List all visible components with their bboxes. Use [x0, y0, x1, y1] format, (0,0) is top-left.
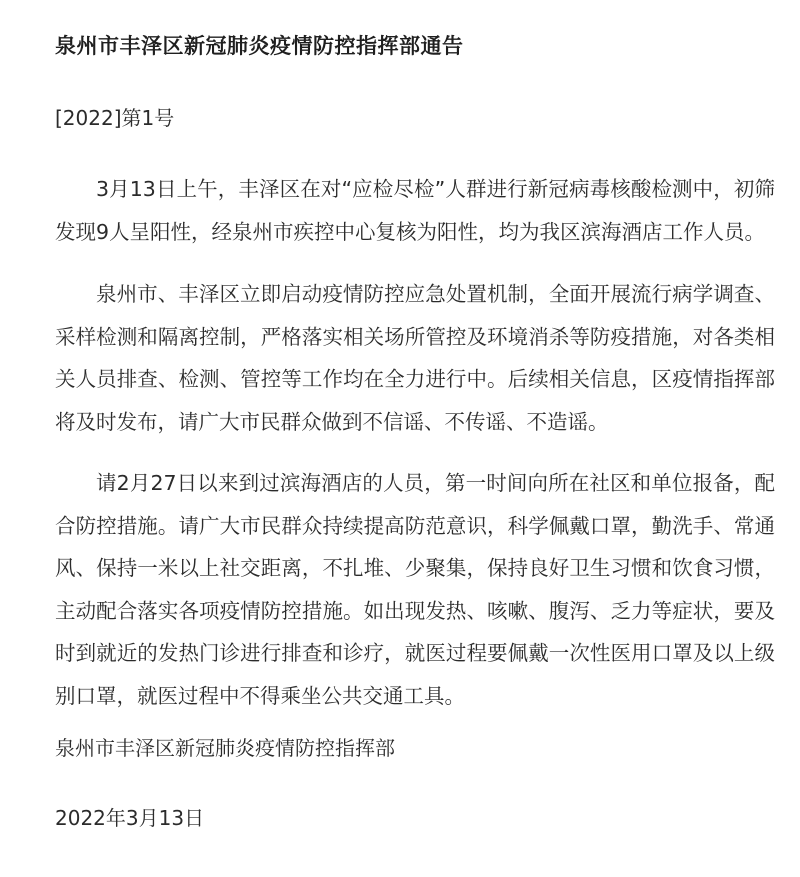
- paragraph-public-guidance: 请2月27日以来到过滨海酒店的人员，第一时间向所在社区和单位报备，配合防控措施。请广大市民群众持续提高防范意识，科学佩戴口罩，勤洗手、常通风、保持一米以上社交距离，不扎堆、少聚集，保持良好卫生习惯和饮食习惯，主动配合落实各项疫情防控措施。如出现发热、咳嗽、腹泻、乏力等症状，要及时到就近的发热门诊进行排查和诊疗，就医过程要佩戴一次性医用口罩及以上级别口罩，就医过程中不得乘坐公共交通工具。: [55, 471, 775, 708]
- issue-date: 2022年3月13日: [55, 806, 205, 830]
- paragraph-emergency-response: 泉州市、丰泽区立即启动疫情防控应急处置机制，全面开展流行病学调查、采样检测和隔离控制，严格落实相关场所管控及环境消杀等防疫措施，对各类相关人员排查、检测、管控等工作均在全力进行中。后续相关信息，区疫情指挥部将及时发布，请广大市民群众做到不信谣、不传谣、不造谣。: [55, 282, 775, 434]
- issuing-authority-signature: 泉州市丰泽区新冠肺炎疫情防控指挥部: [55, 736, 395, 760]
- document-number: [2022]第1号: [55, 106, 175, 130]
- notice-title: 泉州市丰泽区新冠肺炎疫情防控指挥部通告: [55, 34, 464, 58]
- paragraph-positive-cases: 3月13日上午，丰泽区在对“应检尽检”人群进行新冠病毒核酸检测中，初筛发现9人呈阳性，经泉州市疾控中心复核为阳性，均为我区滨海酒店工作人员。: [55, 177, 775, 244]
